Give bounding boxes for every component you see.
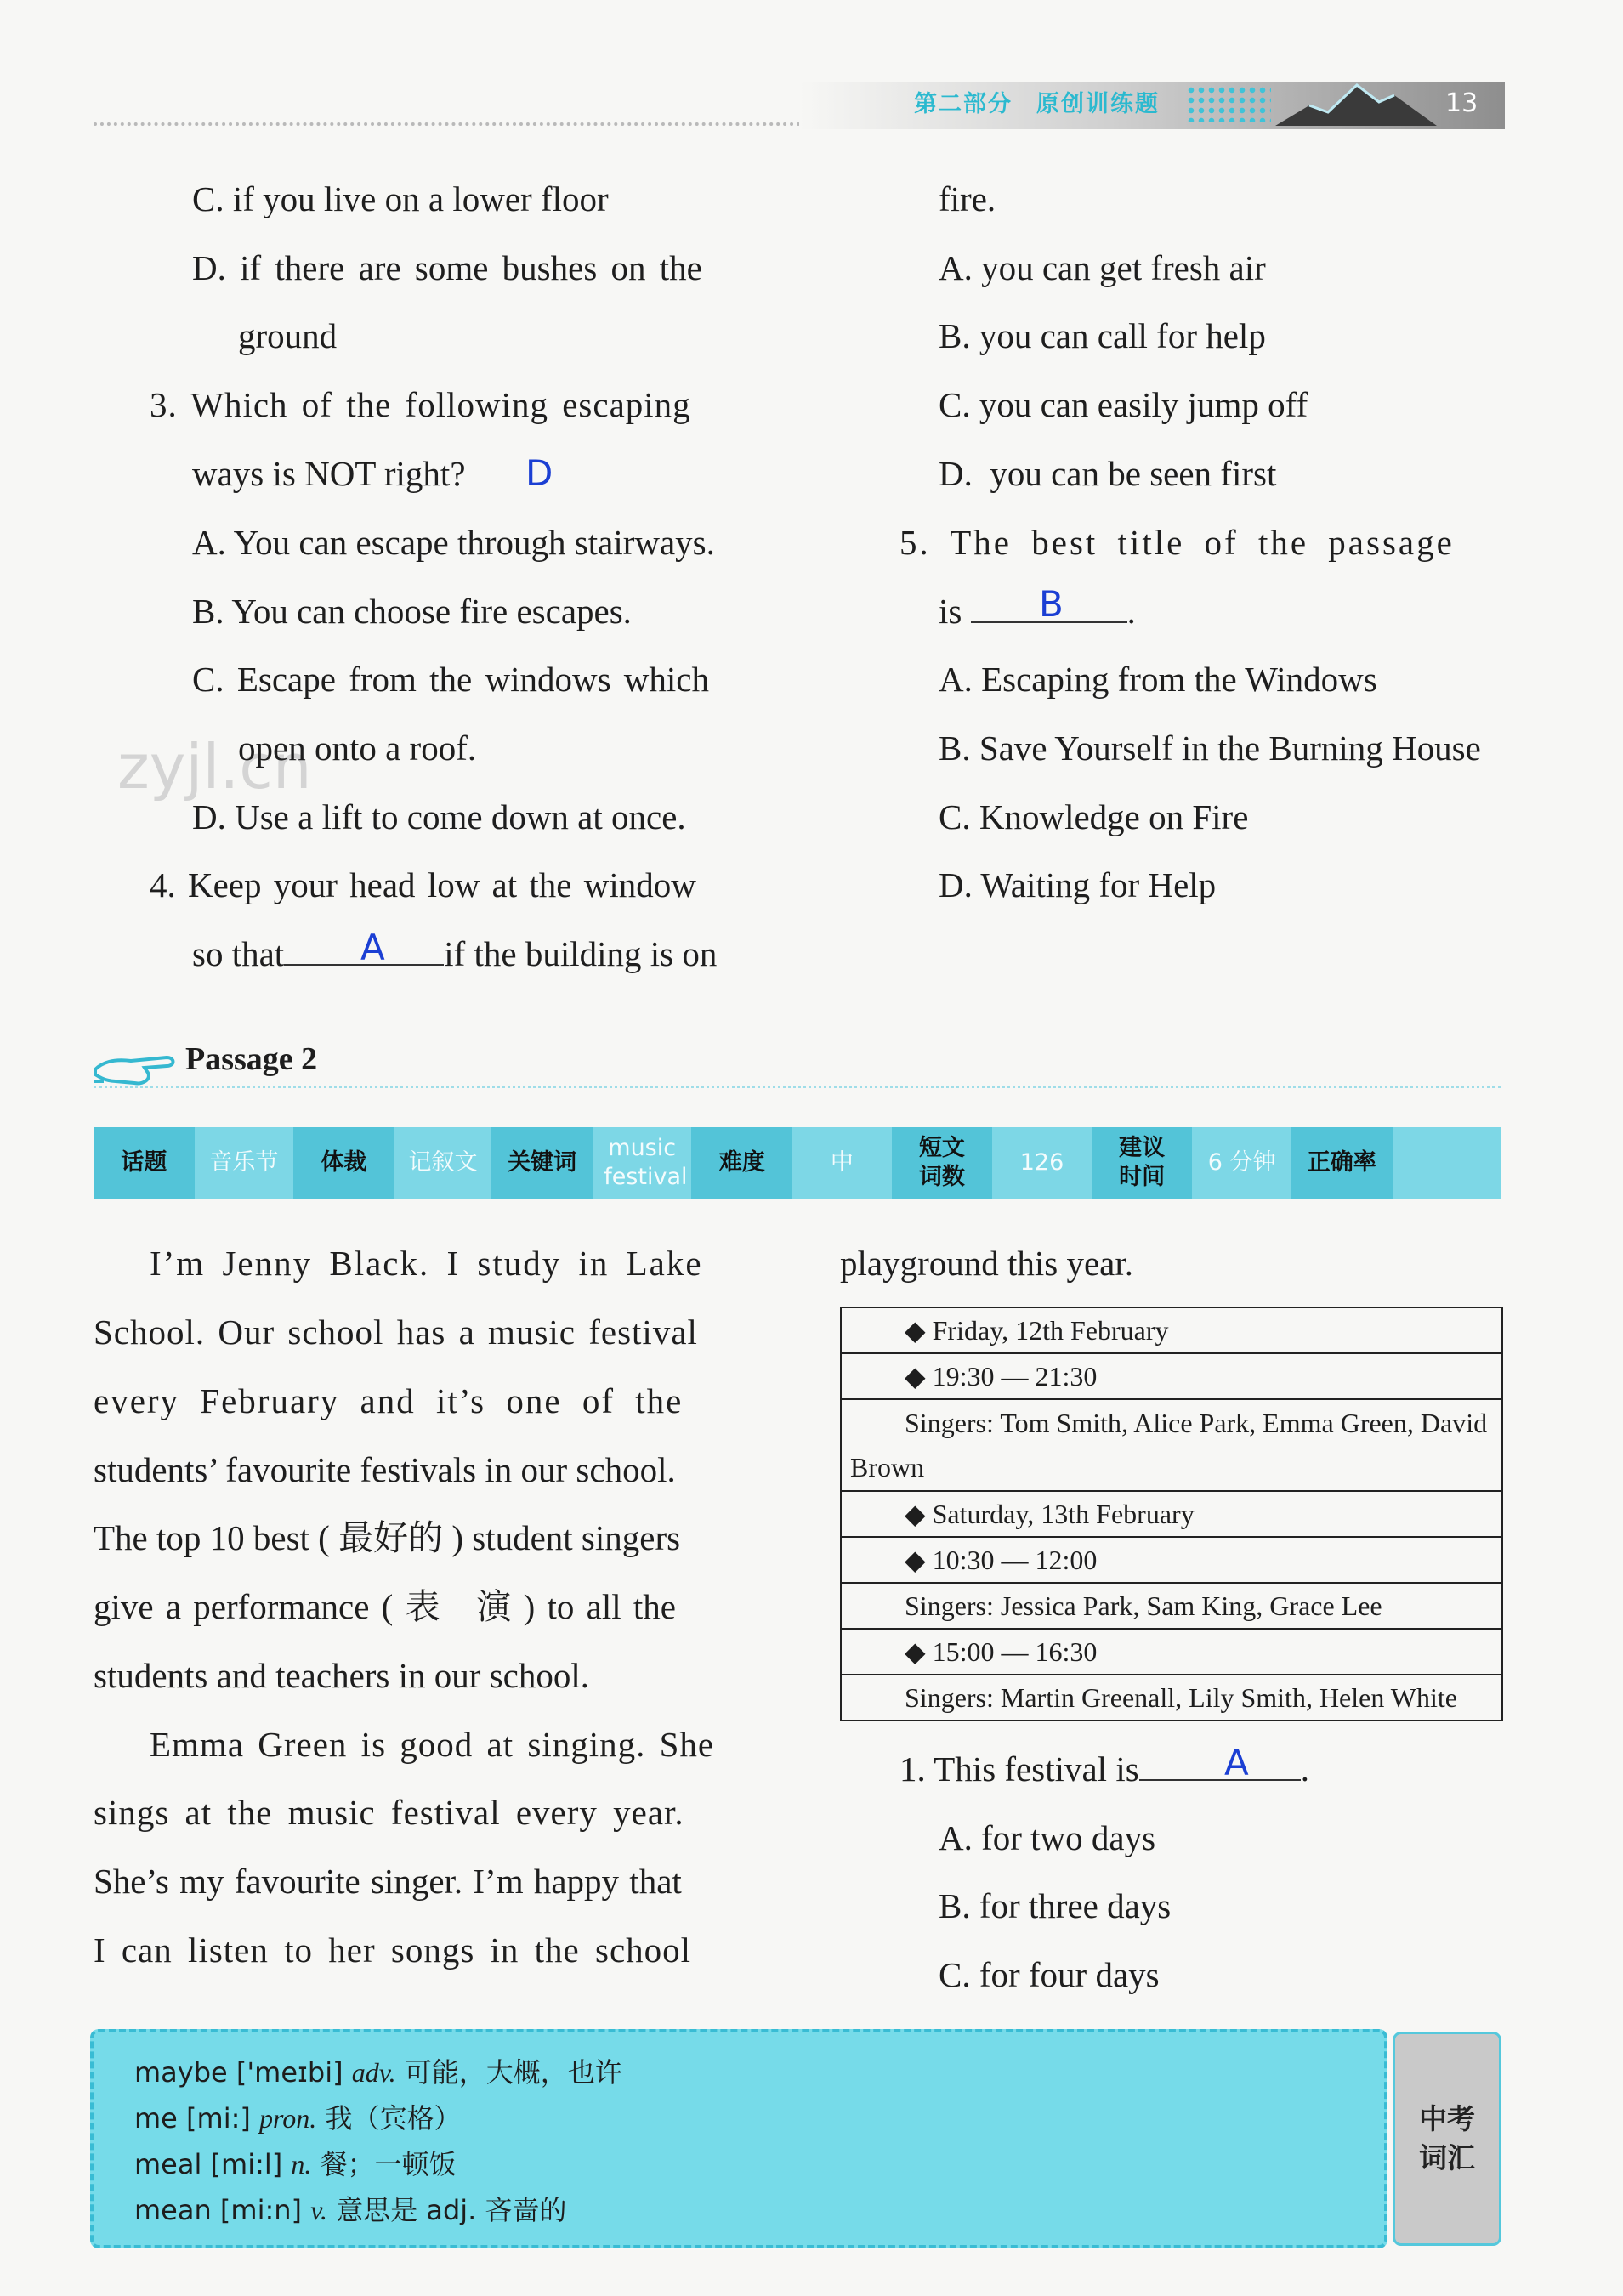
strip-value-keyword-text: music festival	[604, 1135, 688, 1190]
q4-option-c: C. you can easily jump off	[939, 385, 1308, 424]
passage-dotted-line	[94, 1086, 1501, 1088]
strip-label-genre-text: 体裁	[321, 1149, 367, 1176]
header-text	[914, 85, 1183, 118]
strip-label-time-text: 建议时间	[1119, 1135, 1166, 1190]
passage-line-2: School. Our school has a music festival	[94, 1312, 698, 1352]
q5-option-c: C. Knowledge on Fire	[939, 797, 1249, 836]
q4-option-a: A. you can get fresh air	[939, 248, 1266, 287]
strip-label-wordcount-text: 短文词数	[918, 1135, 965, 1190]
vocab-pos: adv.	[351, 2057, 396, 2088]
vocab-line-1	[134, 2051, 622, 2090]
pointing-hand-icon	[92, 1044, 180, 1088]
vocab-word: me [mi:]	[134, 2102, 251, 2134]
table-row	[841, 1583, 1502, 1629]
vocab-word: maybe ['meɪbi]	[134, 2056, 343, 2089]
table-row	[841, 1353, 1502, 1399]
q3-option-a: A. You can escape through stairways.	[192, 523, 715, 562]
q5-stem-line1: 5. The best title of the passage	[899, 523, 1455, 562]
vocab-meaning: 可能，大概，也许	[404, 2056, 622, 2089]
strip-value-topic-text: 音乐节	[209, 1149, 279, 1176]
table-row	[841, 1629, 1502, 1675]
schedule-time-2: ◆ 10:30 — 12:00	[841, 1537, 1502, 1583]
vocab-word: meal [mi:l]	[134, 2148, 283, 2180]
schedule-time-1: ◆ 19:30 — 21:30	[841, 1353, 1502, 1399]
strip-label-difficulty-text: 难度	[718, 1149, 765, 1176]
q5-option-a: A. Escaping from the Windows	[939, 660, 1377, 699]
vocab-pos: n.	[291, 2149, 312, 2180]
p2-q1-option-c: C. for four days	[939, 1955, 1160, 1994]
passage-right-intro: playground this year.	[840, 1244, 1134, 1283]
passage-line-4: students’ favourite festivals in our school.	[94, 1450, 676, 1489]
vocab-word: mean [mi:n]	[134, 2194, 303, 2226]
strip-value-difficulty	[792, 1127, 892, 1199]
passage-line-11: I can listen to her songs in the school	[94, 1930, 692, 1970]
q3-answer: D	[525, 452, 553, 494]
q4-option-d: D. you can be seen first	[939, 454, 1277, 493]
vocab-meaning: 餐；一顿饭	[320, 2148, 457, 2180]
schedule-singers-1	[841, 1399, 1502, 1491]
passage-info-strip	[94, 1127, 1501, 1199]
strip-label-topic-text: 话题	[121, 1149, 167, 1176]
vocab-pos: v.	[310, 2195, 328, 2225]
passage-line-9: sings at the music festival every year.	[94, 1793, 684, 1832]
vocab-pos: pron.	[259, 2103, 317, 2134]
q3-option-c-line2: open onto a roof.	[238, 728, 477, 768]
table-row	[841, 1675, 1502, 1721]
schedule-time-3: ◆ 15:00 — 16:30	[841, 1629, 1502, 1675]
table-row	[841, 1399, 1502, 1491]
passage-2-title: Passage 2	[185, 1041, 318, 1077]
p2-q1-stem-a: 1. This festival is	[899, 1749, 1139, 1789]
strip-label-genre	[293, 1127, 394, 1199]
q4-answer: A	[360, 927, 385, 968]
q5-stem-line2a: is	[939, 592, 962, 631]
strip-label-topic	[94, 1127, 195, 1199]
header-section: 第二部分	[914, 91, 1013, 117]
p2-q1-option-a: A. for two days	[939, 1818, 1156, 1857]
q3-stem-line1: 3. Which of the following escaping	[150, 385, 691, 424]
q5-option-d: D. Waiting for Help	[939, 865, 1217, 904]
table-row	[841, 1307, 1502, 1353]
vocab-meaning: 我（宾格）	[325, 2102, 462, 2134]
q3-stem-line2: ways is NOT right?	[192, 454, 466, 493]
schedule-date-2: ◆ Saturday, 13th February	[841, 1491, 1502, 1537]
schedule-singers-1-text: Singers: Tom Smith, Alice Park, Emma Green, David Brown	[850, 1408, 1488, 1482]
vocab-line-4	[134, 2189, 567, 2228]
vocabulary-box	[90, 2029, 1387, 2248]
p2-q1-blank	[1139, 1779, 1301, 1781]
vocab-line-2	[134, 2097, 461, 2136]
strip-value-time-text: 6 分钟	[1207, 1149, 1276, 1176]
vocab-meaning: 意思是 adj. 吝啬的	[336, 2194, 567, 2226]
q3-option-b: B. You can choose fire escapes.	[192, 592, 632, 631]
passage-line-8: Emma Green is good at singing. She	[150, 1725, 715, 1764]
q3-option-d: D. Use a lift to come down at once.	[192, 797, 686, 836]
q2-option-d-line2: ground	[238, 316, 338, 355]
q5-option-b: B. Save Yourself in the Burning House	[939, 728, 1481, 768]
strip-value-time	[1192, 1127, 1291, 1199]
q4-stem-line2b: if the building is on	[444, 934, 718, 973]
mountain-icon	[1275, 78, 1437, 128]
q4-stem-line3: fire.	[939, 179, 996, 218]
vocab-side-tab	[1393, 2032, 1501, 2246]
passage-line-7: students and teachers in our school.	[94, 1656, 589, 1695]
schedule-singers-3: Singers: Martin Greenall, Lily Smith, Helen White	[841, 1675, 1502, 1721]
p2-q1-stem-b: .	[1300, 1749, 1309, 1789]
q4-option-b: B. you can call for help	[939, 316, 1266, 355]
q2-option-c: C. if you live on a lower floor	[192, 179, 609, 218]
strip-value-accuracy	[1393, 1127, 1501, 1199]
strip-label-keyword	[491, 1127, 593, 1199]
passage-line-10: She’s my favourite singer. I’m happy that	[94, 1862, 682, 1901]
watermark: zyjl.cn	[117, 731, 312, 802]
strip-label-time	[1092, 1127, 1193, 1199]
strip-value-genre-text: 记叙文	[408, 1149, 478, 1176]
passage-line-5: The top 10 best ( 最好的 ) student singers	[94, 1518, 681, 1557]
side-tab-line-2: 词汇	[1419, 2141, 1475, 2174]
q4-stem-line1: 4. Keep your head low at the window	[150, 865, 696, 904]
strip-value-wordcount	[992, 1127, 1092, 1199]
p2-q1-option-b: B. for three days	[939, 1886, 1172, 1925]
schedule-table	[840, 1307, 1503, 1721]
table-row	[841, 1537, 1502, 1583]
strip-label-accuracy	[1291, 1127, 1393, 1199]
passage-line-1: I’m Jenny Black. I study in Lake	[150, 1244, 703, 1283]
q4-stem-line2	[192, 934, 718, 973]
q5-stem-line2	[939, 594, 1136, 629]
strip-label-keyword-text: 关键词	[508, 1149, 577, 1176]
passage-line-3: every February and it’s one of the	[94, 1381, 684, 1420]
q3-option-c-line1: C. Escape from the windows which	[192, 660, 709, 699]
side-tab-line-1: 中考	[1419, 2101, 1475, 2135]
strip-value-keyword	[593, 1127, 692, 1199]
header-dots-decoration	[1186, 85, 1271, 122]
strip-label-accuracy-text: 正确率	[1307, 1149, 1376, 1176]
vocab-line-3	[134, 2143, 457, 2182]
page-number: 13	[1445, 88, 1478, 118]
schedule-singers-2: Singers: Jessica Park, Sam King, Grace Lee	[841, 1583, 1502, 1629]
q5-stem-line2b: .	[1126, 592, 1136, 631]
strip-value-difficulty-text: 中	[830, 1149, 854, 1176]
strip-value-wordcount-text: 126	[1019, 1149, 1064, 1176]
passage-line-6: give a performance ( 表 演 ) to all the	[94, 1587, 676, 1626]
strip-label-difficulty	[691, 1127, 792, 1199]
schedule-date-1: ◆ Friday, 12th February	[841, 1307, 1502, 1353]
strip-value-genre	[394, 1127, 492, 1199]
strip-value-topic	[195, 1127, 294, 1199]
q4-stem-line2a: so that	[192, 934, 285, 973]
p2-q1-answer: A	[1224, 1742, 1249, 1783]
q2-option-d-line1: D. if there are some bushes on the	[192, 248, 702, 287]
header-subtitle: 原创训练题	[1036, 91, 1160, 117]
table-row	[841, 1491, 1502, 1537]
strip-label-wordcount	[892, 1127, 993, 1199]
header-dotted-line	[94, 122, 808, 126]
q5-answer: B	[1039, 583, 1064, 625]
